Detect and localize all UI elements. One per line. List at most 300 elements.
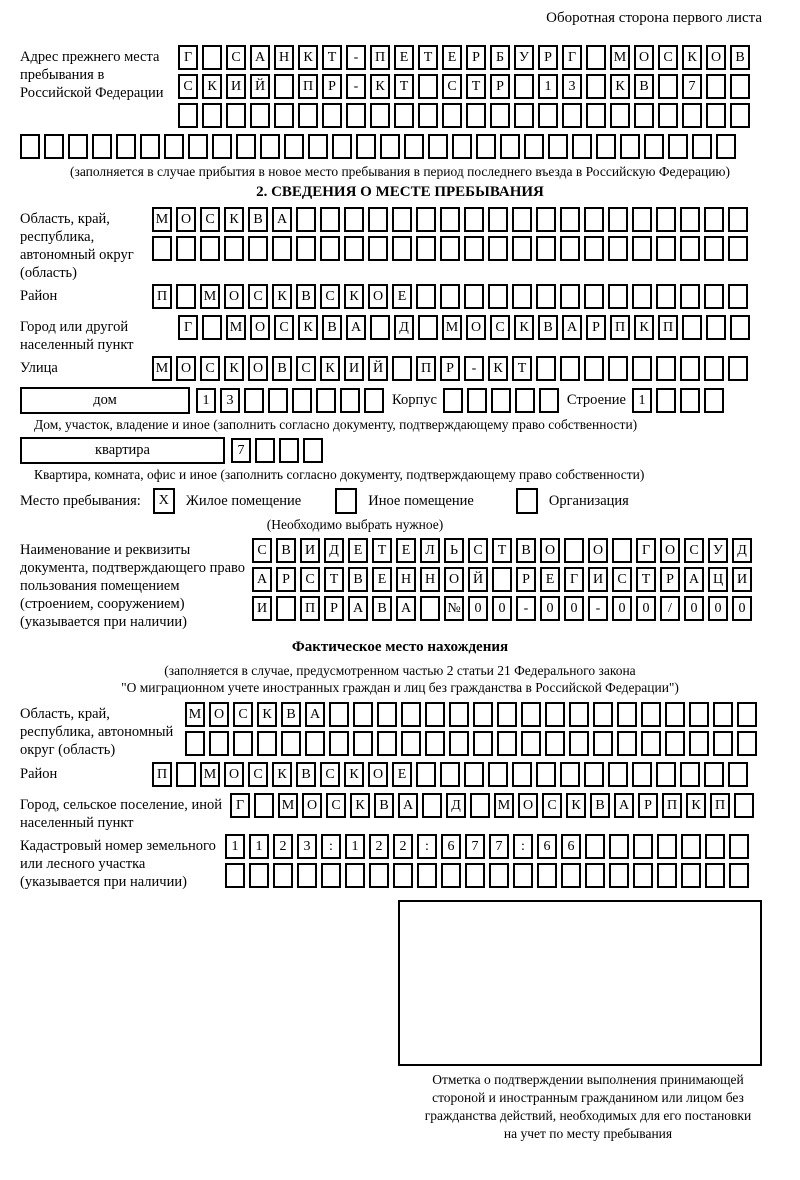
char-cell [425,702,445,727]
char-cell: С [612,567,632,592]
raion-row [152,284,780,309]
char-cell [440,284,460,309]
doc-row-3 [252,596,780,621]
char-cell: А [252,567,272,592]
char-cell [257,731,277,756]
oblast-row-1 [152,207,780,232]
char-cell: Р [324,596,344,621]
fact-oblast-row-1 [185,702,780,727]
char-cell [680,762,700,787]
char-cell [273,863,293,888]
char-cell [728,762,748,787]
char-cell: А [250,45,270,70]
char-cell [176,236,196,261]
char-cell: Д [394,315,414,340]
char-cell [255,438,275,463]
char-cell: Р [538,45,558,70]
char-cell: М [610,45,630,70]
char-cell: 3 [562,74,582,99]
char-cell: А [305,702,325,727]
char-cell [586,103,606,128]
char-cell: О [444,567,464,592]
prev-address-row-1 [178,45,780,70]
char-cell: М [226,315,246,340]
char-cell: В [296,284,316,309]
char-cell [680,356,700,381]
char-cell [212,134,232,159]
char-cell [497,702,517,727]
char-cell [665,702,685,727]
stamp-caption-line-3: гражданства действий, необходимых для его постановки [424,1108,752,1123]
doc-row-1 [252,538,780,563]
char-cell [536,356,556,381]
char-cell: П [152,762,172,787]
char-cell: О [224,284,244,309]
char-cell [524,134,544,159]
char-cell: С [326,793,346,818]
char-cell: 6 [441,834,461,859]
char-cell [564,538,584,563]
char-cell: К [370,74,390,99]
char-cell: В [372,596,392,621]
char-cell: 0 [636,596,656,621]
char-cell: К [682,45,702,70]
char-cell: Е [372,567,392,592]
char-cell [297,863,317,888]
char-cell: 0 [732,596,752,621]
char-cell [377,731,397,756]
kadastr-field [20,834,780,892]
section2-title: 2. СВЕДЕНИЯ О МЕСТЕ ПРЕБЫВАНИЯ [256,184,544,200]
char-cell: М [442,315,462,340]
char-cell [296,207,316,232]
char-cell [682,315,702,340]
char-cell: К [488,356,508,381]
char-cell [449,702,469,727]
char-cell: В [730,45,750,70]
char-cell [248,236,268,261]
char-cell: С [252,538,272,563]
stamp-caption [408,1071,768,1143]
char-cell: 6 [537,834,557,859]
char-cell [443,388,463,413]
char-cell: М [200,284,220,309]
char-cell [425,731,445,756]
char-cell: Т [512,356,532,381]
page-header-note: Оборотная сторона первого листа [546,10,762,26]
fact-heading: Фактическое место нахождения [291,639,509,655]
char-cell [340,388,360,413]
char-cell [380,134,400,159]
char-cell: С [248,284,268,309]
raion-label: Район [20,288,58,304]
char-cell [692,134,712,159]
char-cell [329,731,349,756]
char-cell: 0 [564,596,584,621]
char-cell: - [588,596,608,621]
char-cell: 7 [465,834,485,859]
kadastr-label: Кадастровый номер земельного или лесного участка (указывается при наличии) [20,838,216,890]
fact-raion-field [20,762,780,791]
char-cell: Г [230,793,250,818]
dom-number-row [196,388,384,413]
char-cell [634,103,654,128]
char-cell: К [686,793,706,818]
char-cell [713,702,733,727]
char-cell: - [346,74,366,99]
char-cell: Р [276,567,296,592]
char-cell: С [300,567,320,592]
char-cell [641,702,661,727]
char-cell: А [398,793,418,818]
char-cell [284,134,304,159]
char-cell [401,702,421,727]
prev-address-row-2 [178,74,780,99]
char-cell [140,134,160,159]
char-cell [521,731,541,756]
char-cell [545,731,565,756]
char-cell [572,134,592,159]
char-cell [428,134,448,159]
char-cell: О [176,207,196,232]
char-cell [586,45,606,70]
char-cell [562,103,582,128]
char-cell [320,207,340,232]
ulitsa-field [20,356,780,385]
char-cell: Г [564,567,584,592]
char-cell: К [224,207,244,232]
char-cell: И [344,356,364,381]
char-cell [250,103,270,128]
char-cell [476,134,496,159]
char-cell [418,103,438,128]
char-cell: С [233,702,253,727]
char-cell [356,134,376,159]
char-cell: Й [468,567,488,592]
char-cell: В [516,538,536,563]
char-cell: Р [516,567,536,592]
char-cell: 3 [297,834,317,859]
char-cell [593,731,613,756]
doc-row-2 [252,567,780,592]
char-cell: И [252,596,272,621]
char-cell: П [658,315,678,340]
fact-note-block [20,662,780,696]
fact-gorod-label: Город, сельское поселение, иной населенный пункт [20,797,223,831]
char-cell: О [302,793,322,818]
char-cell [276,596,296,621]
prev-address-note: (заполняется в случае прибытия в новое место пребывания в период последнего въезда в Российскую Федерацию) [69,164,731,179]
char-cell: Г [636,538,656,563]
char-cell: К [344,762,364,787]
char-cell [560,207,580,232]
char-cell: 1 [225,834,245,859]
char-cell [467,388,487,413]
char-cell [706,315,726,340]
char-cell [608,284,628,309]
char-cell [274,103,294,128]
char-cell [370,103,390,128]
char-cell [92,134,112,159]
char-cell: 0 [492,596,512,621]
char-cell: С [200,356,220,381]
char-cell [514,103,534,128]
char-cell [368,207,388,232]
fact-note-line-1: (заполняется в случае, предусмотренном частью 2 статьи 21 Федерального закона [164,663,636,678]
char-cell [417,863,437,888]
kadastr-row-2 [225,863,780,888]
char-cell: Р [490,74,510,99]
char-cell: О [368,762,388,787]
char-cell: П [610,315,630,340]
char-cell [521,702,541,727]
char-cell [713,731,733,756]
char-cell [545,702,565,727]
char-cell: С [274,315,294,340]
char-cell: С [178,74,198,99]
char-cell [680,236,700,261]
char-cell [608,762,628,787]
char-cell: К [257,702,277,727]
oblast-row-2 [152,236,780,261]
char-cell: С [490,315,510,340]
char-cell [593,702,613,727]
char-cell: Л [420,538,440,563]
char-cell [274,74,294,99]
char-cell [491,388,511,413]
char-cell: К [514,315,534,340]
char-cell [632,356,652,381]
char-cell: О [250,315,270,340]
char-cell [449,731,469,756]
char-cell [202,315,222,340]
char-cell [734,793,754,818]
char-cell: В [348,567,368,592]
char-cell [657,863,677,888]
char-cell [441,863,461,888]
char-cell [464,236,484,261]
char-cell [730,103,750,128]
char-cell: А [396,596,416,621]
char-cell: Т [418,45,438,70]
char-cell [704,236,724,261]
char-cell [705,834,725,859]
char-cell: Т [466,74,486,99]
char-cell: О [224,762,244,787]
char-cell: К [344,284,364,309]
char-cell: Е [392,762,412,787]
char-cell [609,863,629,888]
char-cell [272,236,292,261]
char-cell [560,762,580,787]
char-cell [394,103,414,128]
char-cell [737,731,757,756]
char-cell: С [542,793,562,818]
char-cell [569,702,589,727]
char-cell [584,356,604,381]
char-cell [680,284,700,309]
char-cell [44,134,64,159]
char-cell [488,207,508,232]
char-cell [489,863,509,888]
char-cell [620,134,640,159]
char-cell [560,236,580,261]
char-cell: А [562,315,582,340]
inoye-checkbox [335,488,357,514]
char-cell [609,834,629,859]
char-cell: А [346,315,366,340]
char-cell: В [374,793,394,818]
char-cell: 7 [489,834,509,859]
char-cell [260,134,280,159]
kvartira-caption: Квартира, комната, офис и иное (заполнить согласно документу, подтверждающему право собственности) [34,467,645,482]
char-cell: С [684,538,704,563]
inoye-label: Иное помещение [368,492,474,509]
char-cell [418,315,438,340]
char-cell: О [209,702,229,727]
char-cell [617,731,637,756]
char-cell [320,236,340,261]
char-cell: О [540,538,560,563]
char-cell: М [185,702,205,727]
char-cell: 0 [612,596,632,621]
stamp-caption-line-4: на учет по месту пребывания [503,1126,673,1141]
char-cell [585,834,605,859]
char-cell [632,284,652,309]
char-cell: В [590,793,610,818]
fact-oblast-field [20,702,780,760]
char-cell [164,134,184,159]
char-cell: Г [178,45,198,70]
char-cell [440,207,460,232]
char-cell [321,863,341,888]
char-cell [512,236,532,261]
char-cell [464,284,484,309]
char-cell [279,438,299,463]
char-cell: О [660,538,680,563]
char-cell: 1 [196,388,216,413]
organizatsiya-label: Организация [548,492,629,509]
char-cell [617,702,637,727]
char-cell [185,731,205,756]
char-cell [539,388,559,413]
char-cell: Т [324,567,344,592]
char-cell: 2 [393,834,413,859]
char-cell: 1 [345,834,365,859]
fact-oblast-label: Область, край, республика, автономный округ (область) [20,706,174,758]
dom-caption: Дом, участок, владение и иное (заполнить согласно документу, подтверждающему право собственности) [34,417,638,432]
char-cell [730,74,750,99]
char-cell [152,236,172,261]
char-cell: О [518,793,538,818]
char-cell [512,284,532,309]
doc-field [20,538,780,631]
char-cell [268,388,288,413]
char-cell: С [200,207,220,232]
char-cell [644,134,664,159]
char-cell: 0 [684,596,704,621]
korpus-row [443,388,559,413]
char-cell: М [494,793,514,818]
zhiloye-checkbox: X [153,488,175,514]
char-cell: 2 [273,834,293,859]
char-cell [442,103,462,128]
char-cell: Г [178,315,198,340]
char-cell [473,731,493,756]
stroenie-row [632,388,724,413]
char-cell [416,284,436,309]
char-cell [633,834,653,859]
prev-address-field [20,45,780,132]
char-cell: - [346,45,366,70]
char-cell: С [296,356,316,381]
char-cell [353,702,373,727]
char-cell [202,103,222,128]
char-cell [497,731,517,756]
char-cell: В [322,315,342,340]
char-cell [536,207,556,232]
char-cell [728,284,748,309]
char-cell: / [660,596,680,621]
char-cell [254,793,274,818]
char-cell [584,762,604,787]
mesto-prebyvaniya-label: Место пребывания: [20,492,141,509]
char-cell: Е [540,567,560,592]
raion-field [20,284,780,313]
char-cell: О [368,284,388,309]
char-cell [704,356,724,381]
char-cell: В [248,207,268,232]
char-cell: К [634,315,654,340]
char-cell [368,236,388,261]
char-cell [369,863,389,888]
char-cell [393,863,413,888]
char-cell: О [466,315,486,340]
char-cell: У [708,538,728,563]
char-cell: Р [586,315,606,340]
char-cell [416,762,436,787]
char-cell [377,702,397,727]
char-cell: К [224,356,244,381]
char-cell [490,103,510,128]
char-cell [729,834,749,859]
char-cell [612,538,632,563]
char-cell: П [662,793,682,818]
char-cell [514,74,534,99]
char-cell [656,762,676,787]
char-cell: П [710,793,730,818]
char-cell: П [300,596,320,621]
char-cell [633,863,653,888]
char-cell: К [610,74,630,99]
char-cell [473,702,493,727]
char-cell [716,134,736,159]
char-cell [512,762,532,787]
char-cell [344,236,364,261]
char-cell [404,134,424,159]
char-cell: Т [492,538,512,563]
stamp-box [398,900,762,1066]
char-cell: Е [348,538,368,563]
char-cell [466,103,486,128]
char-cell [298,103,318,128]
char-cell: Г [562,45,582,70]
gorod-label: Город или другой населенный пункт [20,319,134,353]
char-cell [422,793,442,818]
char-cell [296,236,316,261]
char-cell: В [296,762,316,787]
char-cell: : [417,834,437,859]
